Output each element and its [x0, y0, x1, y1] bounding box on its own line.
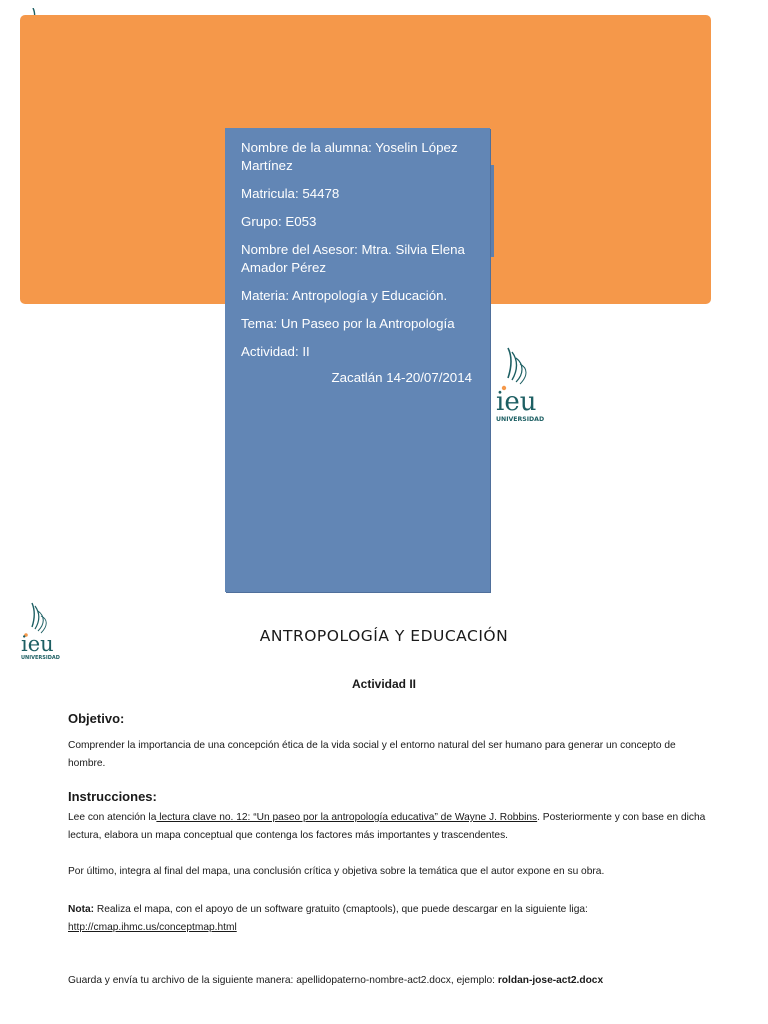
- ieu-logo-cover: [494, 344, 548, 424]
- instructions-heading: Instrucciones:: [68, 789, 157, 804]
- document-title: ANTROPOLOGÍA Y EDUCACIÓN: [259, 627, 509, 645]
- asesor: Nombre del Asesor: Mtra. Silvia Elena Amador Pérez: [241, 242, 465, 275]
- actividad: Actividad: II: [241, 344, 310, 359]
- instructions-text: [68, 809, 708, 845]
- cover-info-card: [225, 128, 490, 592]
- save-instructions: [68, 972, 708, 990]
- reading-link[interactable]: lectura clave no. 12: “Un paseo por la antropología educativa” de Wayne J. Robbins: [156, 812, 538, 823]
- tema: Tema: Un Paseo por la Antropología: [241, 316, 455, 331]
- note-text: [68, 901, 628, 937]
- student-name: Nombre de la alumna: Yoselin López Martínez: [241, 140, 458, 173]
- ieu-logo-header-subtext: UNIVERSIDAD: [21, 655, 60, 661]
- ieu-logo-header-text: ieu: [21, 632, 54, 656]
- final-text: Por último, integra al final del mapa, una conclusión crítica y objetiva sobre la temática que el autor expone en su obra.: [68, 866, 605, 877]
- save-text: Guarda y envía tu archivo de la siguiente manera: apellidopaterno-nombre-act2.docx, ejemplo:: [68, 975, 498, 986]
- instructions-prefix: Lee con atención la: [68, 812, 157, 823]
- instructions-suffix: . Posteriormente y con base en dicha lectura, elabora un mapa conceptual que contenga los factores más importantes y trascendentes.: [68, 812, 706, 841]
- save-example: roldan-jose-act2.docx: [497, 975, 604, 986]
- objective-text: Comprender la importancia de una concepción ética de la vida social y el entorno natural del ser humano para generar un concepto de hombre.: [68, 740, 676, 769]
- cmap-link[interactable]: http://cmap.ihmc.us/conceptmap.html: [68, 922, 237, 933]
- place-date: Zacatlán 14-20/07/2014: [331, 370, 472, 385]
- grupo: Grupo: E053: [241, 214, 317, 229]
- note-body: Realiza el mapa, con el apoyo de un software gratuito (cmaptools), que puede descargar en la siguiente liga:: [94, 904, 588, 915]
- note-label: Nota:: [68, 904, 95, 915]
- activity-title: Actividad II: [351, 677, 416, 691]
- ieu-logo-text: ieu: [496, 387, 537, 417]
- ieu-logo-subtext: UNIVERSIDAD: [496, 416, 545, 423]
- materia: Materia: Antropología y Educación.: [241, 288, 448, 303]
- objective-heading: Objetivo:: [68, 711, 125, 726]
- matricula: Matricula: 54478: [241, 186, 340, 201]
